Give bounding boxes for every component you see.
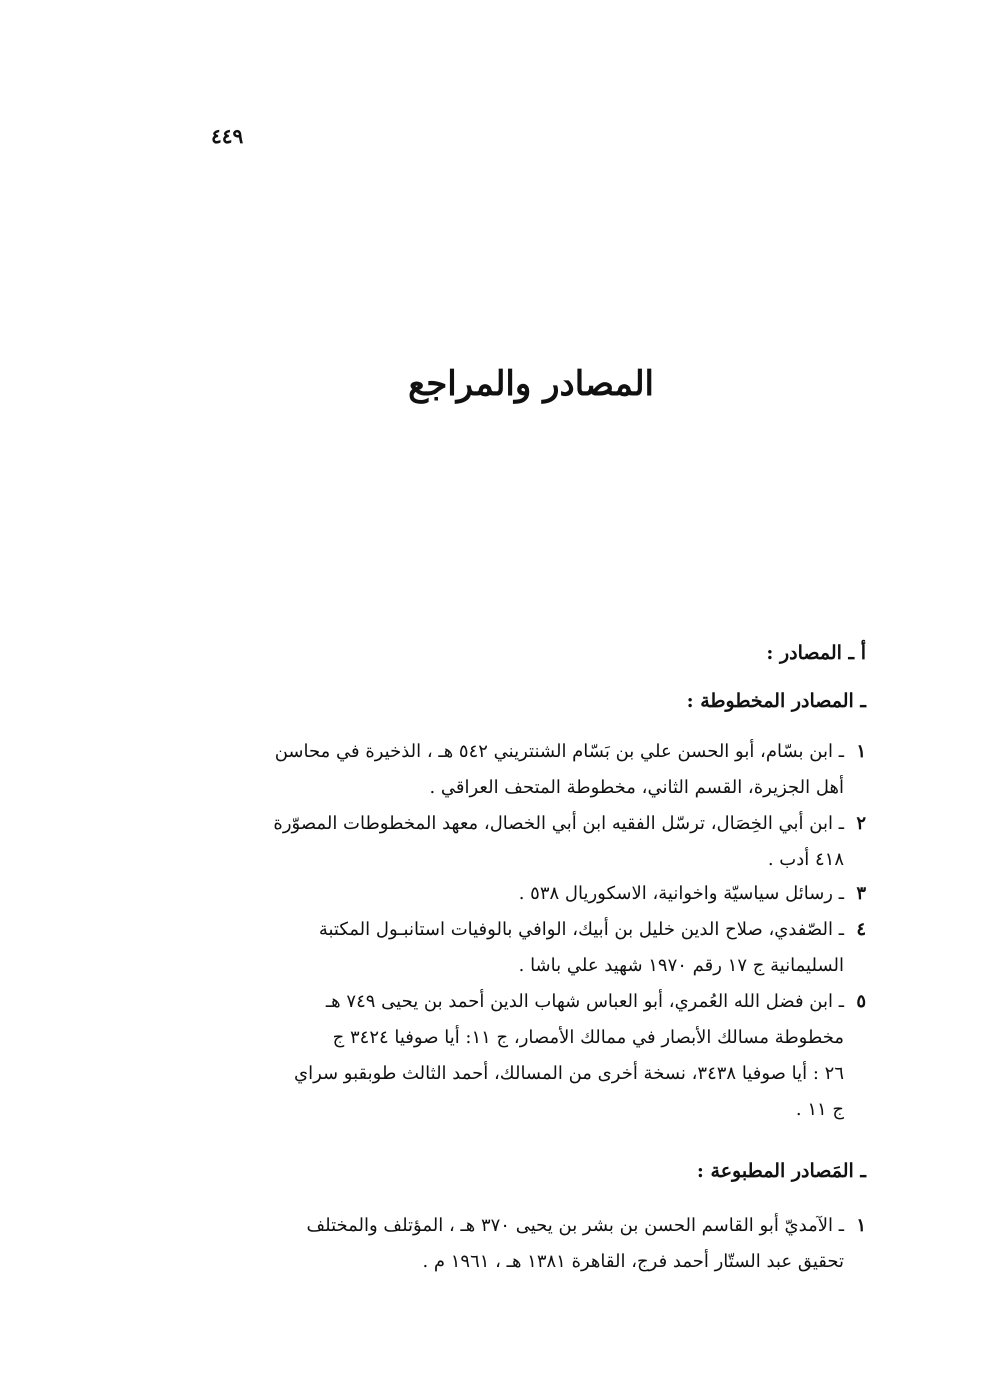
entry-line: ـ رسائل سياسيّة واخوانية، الاسكوريال ٥٣٨ . [518, 883, 844, 904]
page-number: ٤٤٩ [211, 124, 244, 148]
entry-line: ج ١١ . [795, 1099, 844, 1120]
entry-line: تحقيق عبد الستّار أحمد فرج، القاهرة ١٣٨١ هـ ، ١٩٦١ م . [422, 1251, 844, 1272]
entry-line: ٤١٨ أدب . [767, 849, 844, 870]
printed-heading: ـ المَصادر المطبوعة : [696, 1160, 866, 1182]
manuscript-entry-2 [216, 806, 866, 878]
manuscript-entry-3 [216, 876, 866, 912]
printed-entry-1 [216, 1208, 866, 1280]
entry-line: ٢٦ : أيا صوفيا ٣٤٣٨، نسخة أخرى من المسالك، أحمد الثالث طوبقبو سراي [293, 1063, 844, 1084]
entry-line: ـ ابن أبي الخِصَال، ترسّل الفقيه ابن أبي الخصال، معهد المخطوطات المصوّرة [273, 813, 844, 834]
entry-number: ١ [856, 741, 866, 762]
manuscript-entry-1 [216, 734, 866, 806]
entry-line: ـ ابن فضل الله العُمري، أبو العباس شهاب الدين أحمد بن يحيى ٧٤٩ هـ [325, 991, 844, 1012]
page-title: المصادر والمراجع [408, 364, 654, 404]
entry-number: ٤ [856, 919, 866, 940]
entry-line: ـ ابن بسّام، أبو الحسن علي بن بَسّام الشنتريني ٥٤٢ هـ ، الذخيرة في محاسن [274, 741, 844, 762]
entry-line: السليمانية ج ١٧ رقم ١٩٧٠ شهيد علي باشا . [518, 955, 844, 976]
manuscript-entry-5 [216, 984, 866, 1128]
section-a-heading: أ ـ المصادر : [766, 642, 866, 664]
entry-line: ـ الصّفدي، صلاح الدين خليل بن أبيك، الوافي بالوفيات استانبـول المكتبة [318, 919, 844, 940]
entry-line: مخطوطة مسالك الأبصار في ممالك الأمصار، ج ١١: أيا صوفيا ٣٤٢٤ ج [332, 1027, 844, 1048]
manuscripts-heading: ـ المصادر المخطوطة : [686, 690, 866, 712]
entry-number: ٢ [856, 813, 866, 834]
entry-line: ـ الآمديّ أبو القاسم الحسن بن بشر بن يحيى ٣٧٠ هـ ، المؤتلف والمختلف [306, 1215, 844, 1236]
manuscript-entry-4 [216, 912, 866, 984]
entry-line: أهل الجزيرة، القسم الثاني، مخطوطة المتحف العراقي . [429, 777, 844, 798]
entry-number: ١ [856, 1215, 866, 1236]
entry-number: ٣ [856, 883, 866, 904]
entry-number: ٥ [856, 991, 866, 1012]
